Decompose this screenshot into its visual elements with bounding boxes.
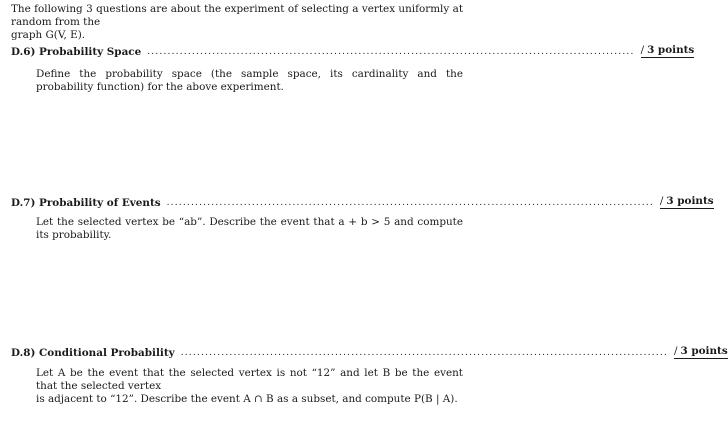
question-header-d7 — [11, 195, 714, 209]
points-label: 3 points — [647, 44, 695, 56]
points-label: 3 points — [666, 195, 714, 207]
points-field — [641, 44, 695, 58]
dot-leader: ........................................................................................................................ — [147, 47, 635, 57]
question-body-line-1: Let A be the event that the selected vertex is not “12” and let B be the event that the selected vertex — [36, 367, 463, 392]
points-slash: / — [640, 44, 645, 56]
question-body-d7: Let the selected vertex be “ab”. Describe the event that a + b > 5 and compute its probability. — [36, 216, 463, 241]
question-title: D.8) Conditional Probability — [11, 347, 175, 359]
question-header-d8 — [11, 345, 728, 359]
question-header-d6 — [11, 44, 695, 58]
question-body-d6: Define the probability space (the sample space, its cardinality and the probability function) for the above experiment. — [36, 68, 463, 93]
points-slash: / — [659, 195, 664, 207]
dot-leader: ........................................................................................................................ — [166, 198, 654, 208]
dot-leader: ........................................................................................................................ — [180, 348, 668, 358]
question-body-d8 — [36, 367, 463, 406]
points-slash: / — [674, 345, 678, 357]
points-field — [674, 345, 728, 359]
question-title: D.7) Probability of Events — [11, 197, 161, 209]
points-label: 3 points — [680, 345, 728, 357]
question-title: D.6) Probability Space — [11, 46, 142, 58]
intro-paragraph — [11, 3, 463, 42]
question-body-line-2: is adjacent to “12”. Describe the event A ∩ B as a subset, and compute P(B | A). — [36, 393, 458, 405]
intro-line-2: graph G(V, E). — [11, 29, 86, 41]
intro-line-1: The following 3 questions are about the experiment of selecting a vertex uniformly at random from the — [11, 3, 463, 28]
points-field — [660, 195, 714, 209]
